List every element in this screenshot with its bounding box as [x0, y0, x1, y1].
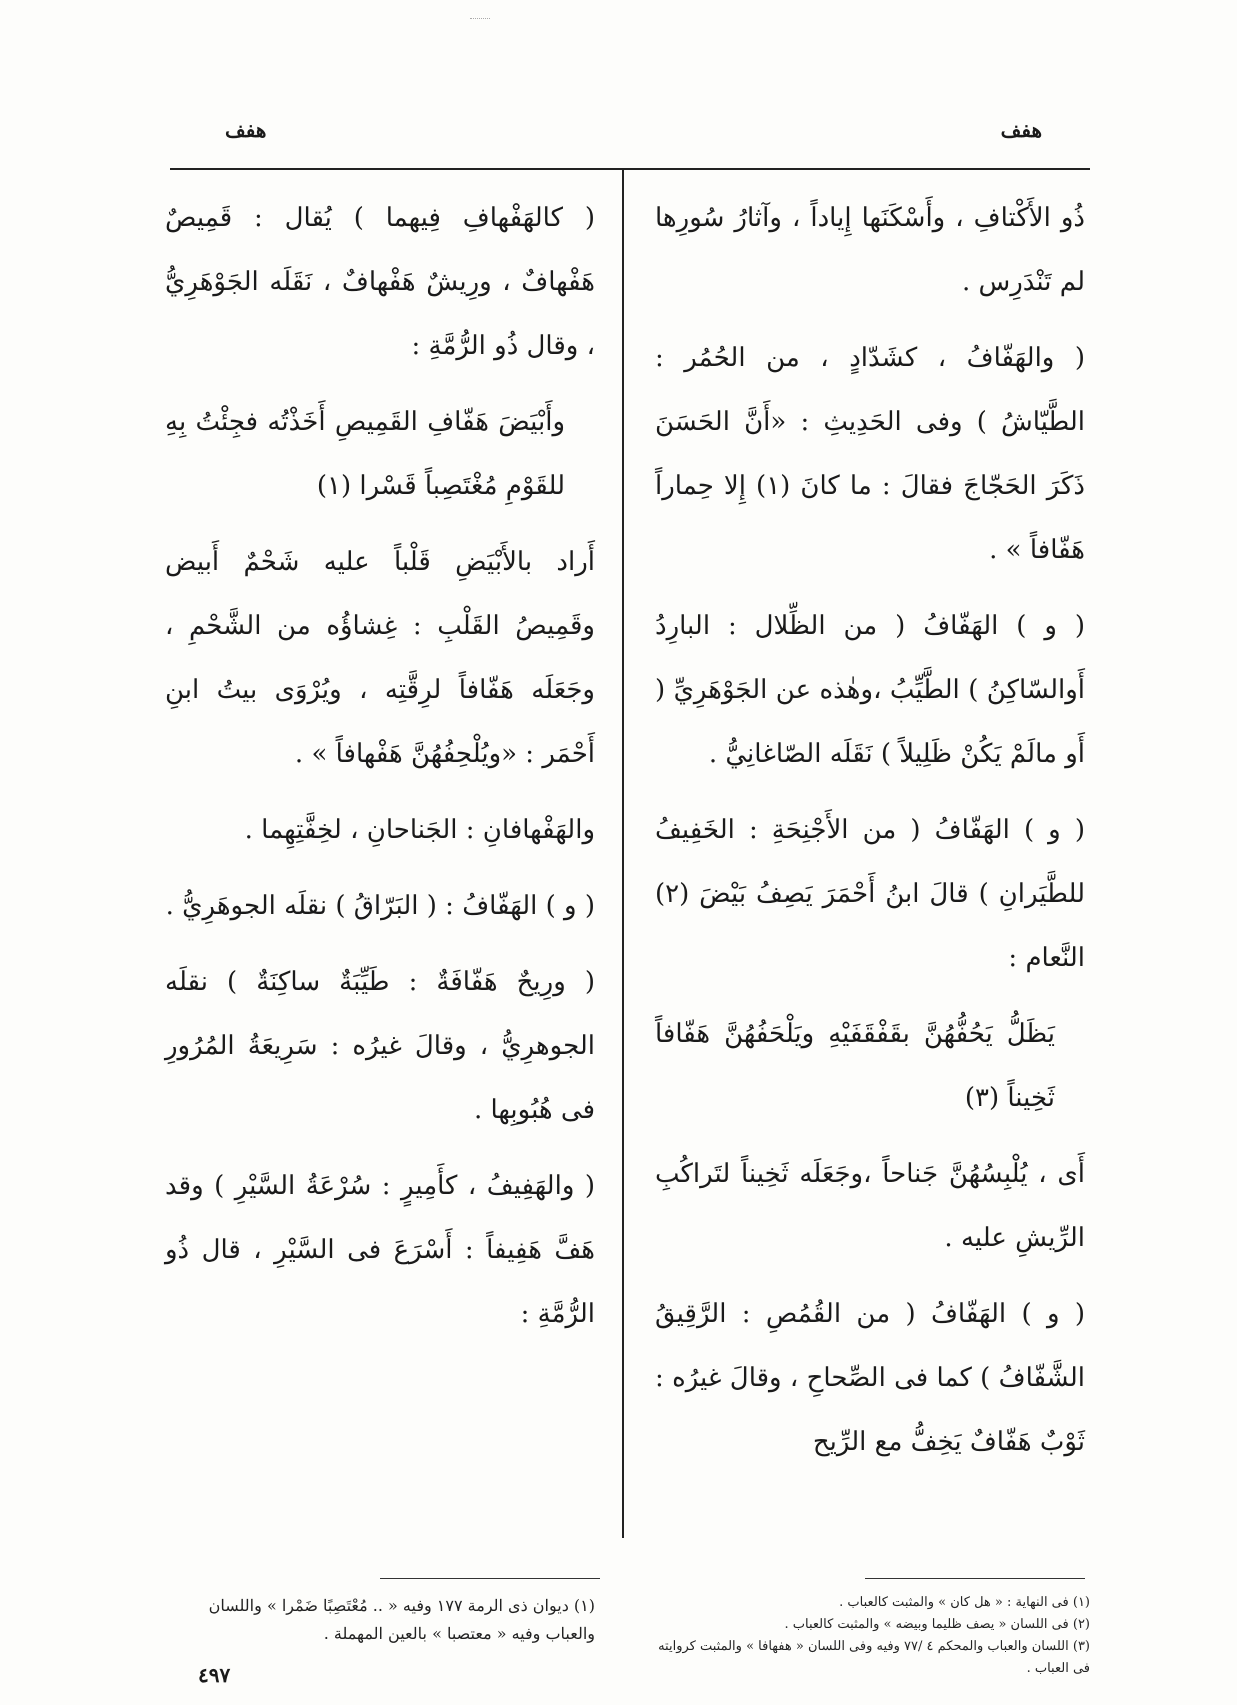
footnote: (٣) اللسان والعباب والمحكم ٤ /٧٧ وفيه وفى اللسان « هفهافا » والمثبت كروايته فى العباب .: [658, 1639, 1090, 1676]
footnote-rule-left: [380, 1578, 600, 1579]
footnote: (١) فى النهاية : « هل كان » والمثبت كالعباب .: [839, 1595, 1090, 1610]
paragraph: ( و ) الهَفّافُ : ( البَرّاقُ ) نقلَه الجوهَرِيُّ .: [165, 891, 595, 921]
footnote: (١) ديوان ذى الرمة ١٧٧ وفيه « .. مُعْتَصِبًا ضَمْرا » واللسان والعباب وفيه « معتصبا » بالعين المهملة .: [208, 1596, 595, 1643]
paragraph: أَراد بالأَبْيَضِ قَلْباً عليه شَحْمٌ أَبيض وقَمِيصُ القَلْبِ : غِشاؤُه من الشَّحْمِ ، وجَعَلَه هَفّافاً لرِقَّتِه ، ويُرْوَى بيتُ ابنِ أَحْمَر : «ويُلْحِفُهُنَّ هَفْهافاً » .: [165, 547, 595, 769]
paragraph: ( و ) الهَفّافُ ( من القُمُصِ : الرَّقِيقُ الشَّفّافُ ) كما فى الصِّحاحِ ، وقالَ غيرُه : ثَوْبٌ هَفّافٌ يَخِفُّ مع الرِّيح: [655, 1299, 1085, 1457]
paragraph: ( والهَفّافُ ، كشَدّادٍ ، من الحُمُر : الطَّيّاشُ ) وفى الحَدِيثِ : «أَنَّ الحَسَنَ ذَكَرَ الحَجّاجَ فقالَ : ما كانَ (١) إِلا حِماراً هَفّافاً » .: [655, 343, 1085, 565]
top-dotted-mark: [470, 18, 490, 19]
footnotes-left: [165, 1592, 595, 1648]
footnotes-right: [650, 1592, 1090, 1680]
column-divider: [622, 168, 624, 1538]
paragraph: ( كالهَفْهافِ فِيهما ) يُقال : قَمِيصٌ هَفْهافٌ ، ورِيشٌ هَفْهافٌ ، نَقَلَه الجَوْهَرِيُّ ، وقال ذُو الرُّمَّةِ :: [165, 203, 595, 361]
header-word-right: هفف: [1000, 118, 1042, 142]
footnote: (٢) فى اللسان « يصف ظليما وبيضه » والمثبت كالعباب .: [784, 1617, 1090, 1632]
verse: يَظَلُّ يَحُفُّهُنَّ بقَفْقَفَيْهِ ويَلْحَفُهُنَّ هَفّافاً ثَخِيناً (٣): [655, 1019, 1055, 1113]
header-rule: [170, 168, 1090, 170]
footnote-rule-right: [865, 1578, 1085, 1579]
paragraph: ذُو الأَكْتافِ ، وأَسْكَنَها إِياداً ، وآثارُ سُورِها لم تَنْدَرِس .: [655, 203, 1085, 297]
header-word-left: هفف: [225, 118, 267, 142]
verse: وأَبْيَضَ هَفّافِ القَمِيصِ أَخَذْتُه فجِئْتُ بِهِ للقَوْمِ مُغْتَصِباً قَسْرا (١): [165, 407, 565, 501]
paragraph: ( والهَفِيفُ ، كأَمِيرٍ : سُرْعَةُ السَّيْرِ ) وقد هَفَّ هَفِيفاً : أَسْرَعَ فى السَّيْرِ ، قال ذُو الرُّمَّةِ :: [165, 1171, 595, 1329]
right-column: [655, 186, 1085, 1486]
paragraph: ( ورِيحٌ هَفّافَةٌ : طَيِّبَةٌ ساكِنَةٌ ) نقلَه الجوهرِيُّ ، وقالَ غيرُه : سَرِيعَةُ المُرُورِ فى هُبُوبِها .: [165, 967, 595, 1125]
left-column: [165, 186, 595, 1358]
paragraph: ( و ) الهَفّافُ ( من الظِّلال : البارِدُ أَوالسّاكِنُ ) الطَّيِّبُ ،وهٰذه عن الجَوْهَرِيِّ ( أَو مالَمْ يَكُنْ ظَلِيلاً ) نَقَلَه الصّاغانِيُّ .: [655, 611, 1085, 769]
paragraph: ( و ) الهَفّافُ ( من الأَجْنِحَةِ : الخَفِيفُ للطَّيَرانِ ) قالَ ابنُ أَحْمَرَ يَصِفُ بَيْضَ (٢) النَّعام :: [655, 815, 1085, 973]
page-number: ٤٩٧: [198, 1663, 231, 1687]
paragraph: أَى ، يُلْبِسُهُنَّ جَناحاً ،وجَعَلَه ثَخِيناً لتَراكُبِ الرِّيشِ عليه .: [655, 1159, 1085, 1253]
paragraph: والهَفْهافانِ : الجَناحانِ ، لخِفَّتِهِما .: [244, 815, 595, 845]
